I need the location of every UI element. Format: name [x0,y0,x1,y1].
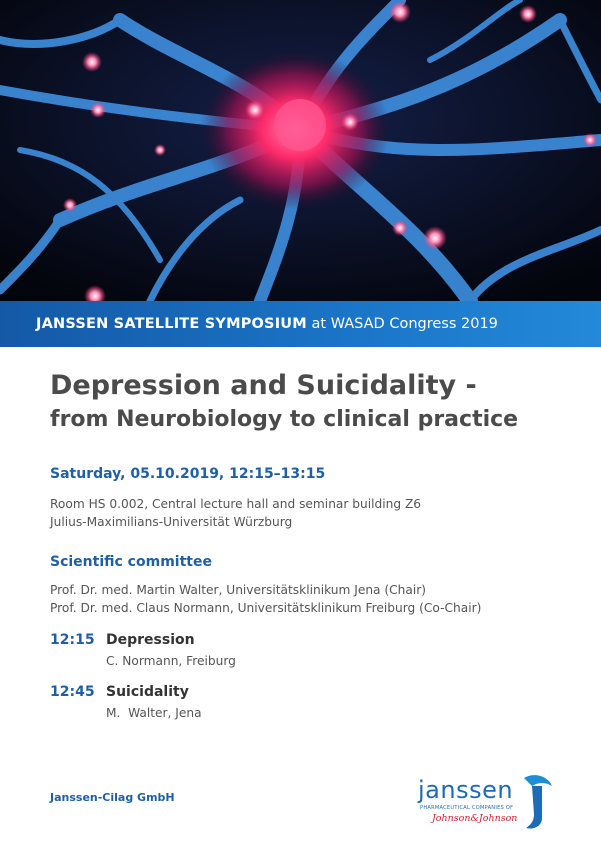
logo-subtitle: PHARMACEUTICAL COMPANIES OF [420,805,514,811]
banner-congress: at WASAD Congress 2019 [306,316,498,332]
committee-heading: Scientific committee [50,554,212,570]
neuron-illustration [0,0,601,301]
event-date: Saturday, 05.10.2019, 12:15–13:15 [50,466,326,482]
session-topic: Depression [106,632,195,648]
session-topic: Suicidality [106,684,189,700]
janssen-logo [416,772,556,830]
session-time: 12:45 [50,684,95,700]
logo-jnj: Johnson&Johnson [432,813,518,824]
janssen-swoosh-icon [520,772,554,830]
banner-symposium-name: JANSSEN SATELLITE SYMPOSIUM [36,316,307,332]
committee-list [50,581,481,617]
session-time: 12:15 [50,632,95,648]
symposium-banner [0,301,601,347]
committee-member: Prof. Dr. med. Martin Walter, Universitätsklinikum Jena (Chair) [50,583,427,597]
logo-wordmark: janssen [418,776,514,804]
session-speaker: C. Normann, Freiburg [106,654,236,668]
event-room: Room HS 0.002, Central lecture hall and seminar building Z6 [50,497,422,511]
title-line-1: Depression and Suicidality - [50,370,477,401]
title-line-2: from Neurobiology to clinical practice [50,407,519,432]
event-location [50,495,421,531]
committee-member: Prof. Dr. med. Claus Normann, Universitätsklinikum Freiburg (Co-Chair) [50,601,482,615]
company-name: Janssen-Cilag GmbH [50,791,175,804]
session-speaker: M. Walter, Jena [106,706,202,720]
event-university: Julius-Maximilians-Universität Würzburg [50,515,293,529]
hero-neuron-image [0,0,601,301]
page-title [50,368,590,436]
